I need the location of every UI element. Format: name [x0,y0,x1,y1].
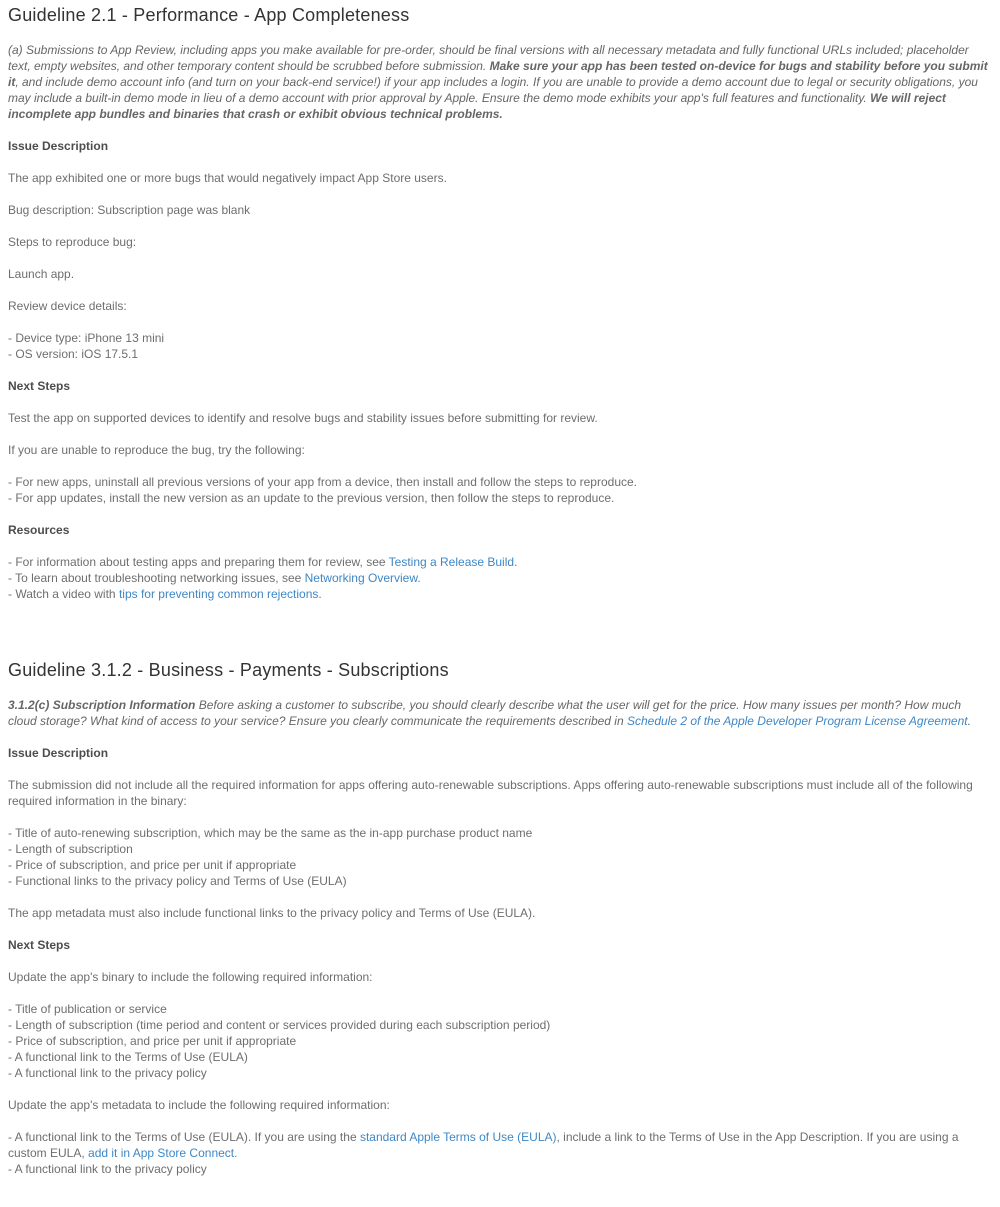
text-run: The app metadata must also include functional links to the privacy policy and Terms of Use (EULA). [8,906,536,920]
body-paragraph [8,825,990,889]
text-run: , include a link to the Terms of Use in the App Description. If you are using a custom EULA, [8,1130,959,1160]
section-subheading: Issue Description [8,746,109,760]
body-paragraph [8,442,990,458]
text-run: - Length of subscription (time period and content or services provided during each subscription period) [8,1018,551,1032]
bold-text-run: 3.1.2(c) Subscription Information [8,698,199,712]
section-subheading: Issue Description [8,139,109,153]
add-eula-app-store-connect-link[interactable]: add it in App Store Connect. [88,1146,238,1160]
body-paragraph [8,1097,990,1113]
text-run: If you are unable to reproduce the bug, try the following: [8,443,305,457]
body-paragraph [8,298,990,314]
text-run: - For new apps, uninstall all previous versions of your app from a device, then install and follow the steps to reproduce. [8,475,637,489]
preventing-common-rejections-link[interactable]: tips for preventing common rejections. [118,587,322,601]
guideline-title: Guideline 2.1 - Performance - App Completeness [8,5,410,25]
text-run: - To learn about troubleshooting networking issues, see [8,571,305,585]
body-paragraph [8,330,990,362]
standard-apple-terms-of-use-link[interactable]: standard Apple Terms of Use (EULA) [359,1130,557,1144]
body-paragraph [8,1129,990,1177]
networking-overview-link[interactable]: Networking Overview. [304,571,421,585]
text-run: - A functional link to the privacy policy [8,1066,207,1080]
text-run: , and include demo account info (and turn on your back-end service!) if your app includes a login. If you are unable to provide a demo account due to legal or security obligations, you may include a built-in demo mode in lieu of a demo account with prior approval by Apple. Ensure the demo mode exhibits your app's full features and functionality. [8,75,978,105]
bold-text-run: We will reject incomplete app bundles and binaries that crash or exhibit obvious technical problems. [8,91,946,121]
body-paragraph [8,474,990,506]
section-subheading: Next Steps [8,938,71,952]
section-subheading: Next Steps [8,379,71,393]
text-run: - Device type: iPhone 13 mini [8,331,165,345]
schedule-2-license-agreement-link[interactable]: Schedule 2 of the Apple Developer Program License Agreement [626,714,968,728]
text-run: Update the app's binary to include the following required information: [8,970,373,984]
body-paragraph [8,905,990,921]
body-paragraph [8,554,990,602]
text-run: . [967,714,971,728]
text-run: - A functional link to the Terms of Use (EULA) [8,1050,248,1064]
guideline-lead-paragraph [8,42,990,122]
text-run: - Price of subscription, and price per unit if appropriate [8,858,297,872]
body-paragraph [8,1001,990,1081]
text-run: (a) Submissions to App Review, including apps you make available for pre-order, should be final versions with all necessary metadata and fully functional URLs included; placeholder text, empty websites, and other temporary content should be scrubbed before submission. [8,43,969,73]
guideline-lead-paragraph [8,697,990,729]
text-run: Bug description: Subscription page was blank [8,203,251,217]
body-paragraph [8,234,990,250]
guideline-title: Guideline 3.1.2 - Business - Payments - Subscriptions [8,660,449,680]
text-run: - Price of subscription, and price per unit if appropriate [8,1034,297,1048]
guideline-section-guideline-2-1 [8,5,990,602]
body-paragraph [8,410,990,426]
text-run: Update the app's metadata to include the following required information: [8,1098,390,1112]
text-run: - Title of auto-renewing subscription, which may be the same as the in-app purchase product name [8,826,533,840]
text-run: Launch app. [8,267,75,281]
text-run: - A functional link to the privacy policy [8,1162,207,1176]
text-run: - OS version: iOS 17.5.1 [8,347,139,361]
testing-a-release-build-link[interactable]: Testing a Release Build. [388,555,518,569]
body-paragraph [8,202,990,218]
guideline-section-guideline-3-1-2 [8,660,990,1177]
text-run: Test the app on supported devices to identify and resolve bugs and stability issues before submitting for review. [8,411,598,425]
body-paragraph [8,170,990,186]
text-run: Steps to reproduce bug: [8,235,137,249]
text-run: Review device details: [8,299,127,313]
body-paragraph [8,969,990,985]
text-run: - A functional link to the Terms of Use (EULA). If you are using the [8,1130,360,1144]
text-run: - Title of publication or service [8,1002,167,1016]
body-paragraph [8,266,990,282]
text-run: The submission did not include all the required information for apps offering auto-renewable subscriptions. Apps offering auto-renewable subscriptions must include all of the following required information in the binary: [8,778,973,808]
bold-text-run: Make sure your app has been tested on-device for bugs and stability before you submit it [8,59,988,89]
text-run: - For app updates, install the new version as an update to the previous version, then follow the steps to reproduce. [8,491,615,505]
section-subheading: Resources [8,523,70,537]
text-run: - Functional links to the privacy policy and Terms of Use (EULA) [8,874,347,888]
text-run: - For information about testing apps and preparing them for review, see [8,555,389,569]
text-run: - Length of subscription [8,842,133,856]
text-run: Before asking a customer to subscribe, you should clearly describe what the user will get for the price. How many issues per month? How much cloud storage? What kind of access to your service? Ensure you clearly communicate the requirements described in [8,698,962,728]
text-run: - Watch a video with [8,587,119,601]
body-paragraph [8,777,990,809]
text-run: The app exhibited one or more bugs that would negatively impact App Store users. [8,171,447,185]
